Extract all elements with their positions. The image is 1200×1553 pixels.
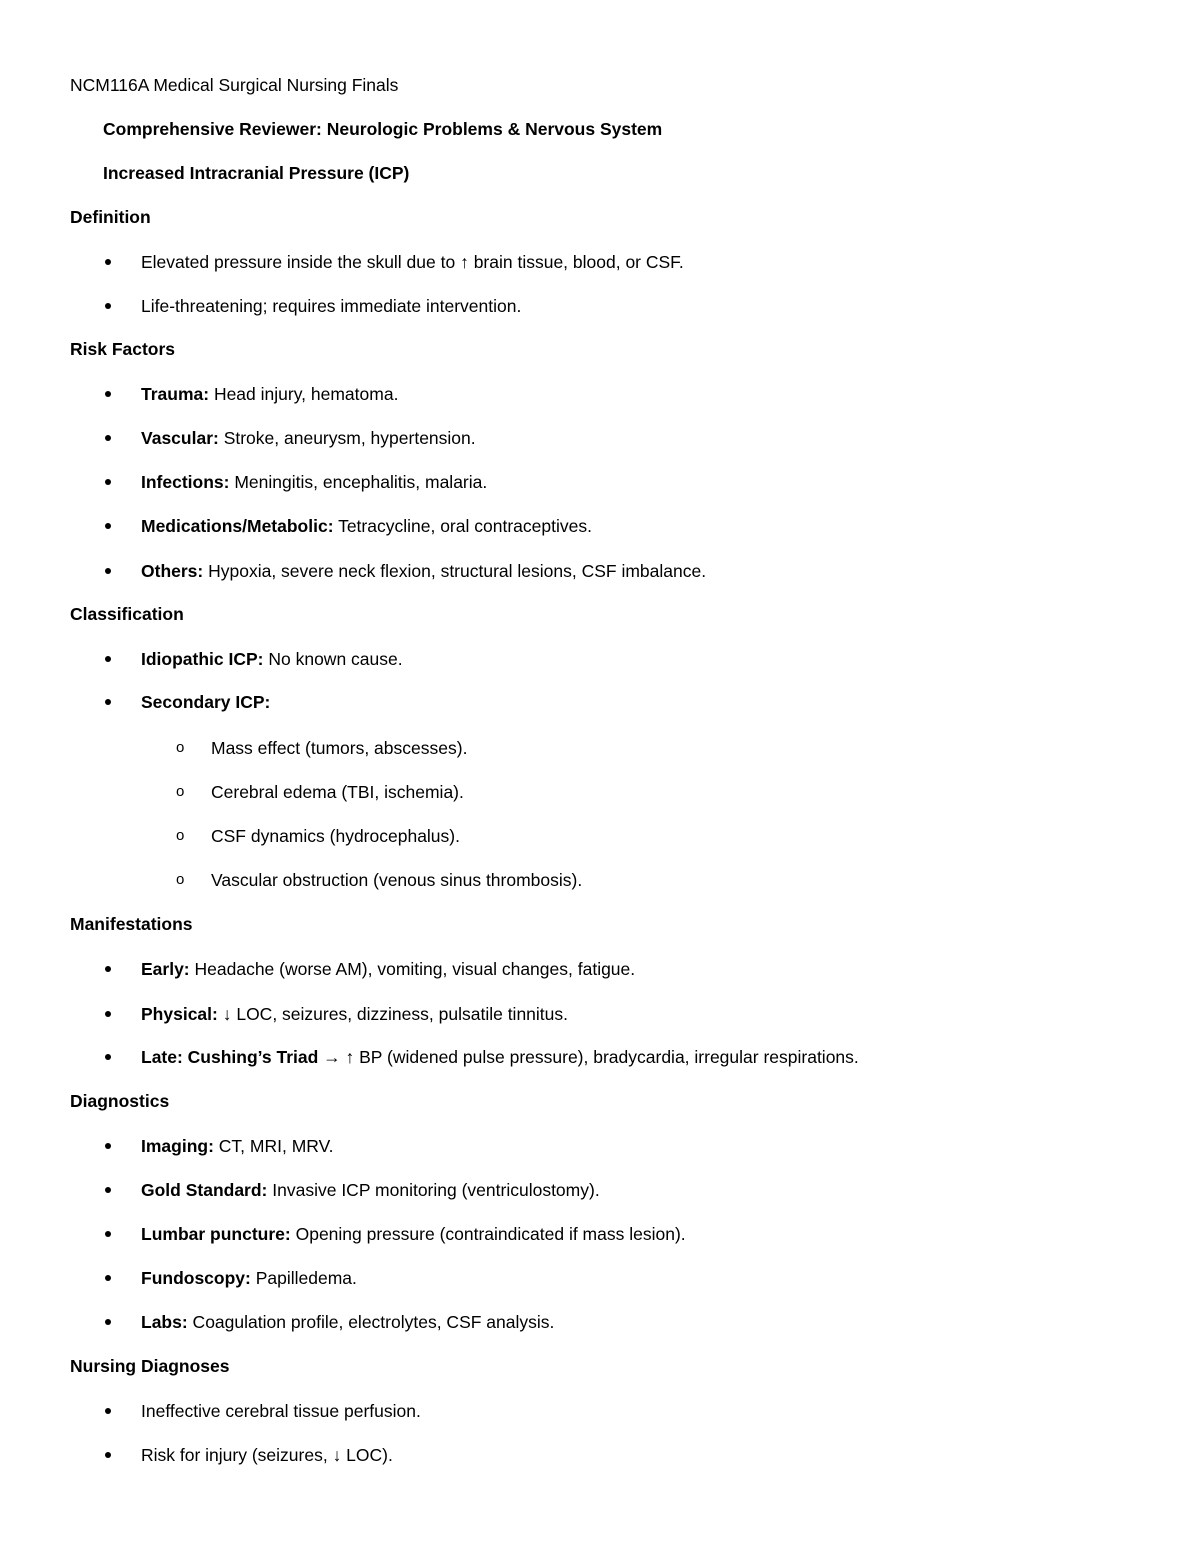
document-title: Comprehensive Reviewer: Neurologic Problems & Nervous System [103,119,663,139]
diagnostic-item [141,1267,357,1289]
bullet-icon [103,648,117,670]
sub-bullet-marker: o [176,739,185,756]
bullet-icon [103,1267,117,1289]
classification-item [141,648,403,670]
classification-text: No known cause. [263,649,403,669]
diagnostic-item [141,1179,600,1201]
diagnostic-item [141,1311,554,1333]
bullet-icon [103,1223,117,1245]
classification-subitem: Mass effect (tumors, abscesses). [211,738,468,758]
classification-item [141,691,270,713]
risk-factor-item [141,515,592,537]
manifestation-label: Physical: [141,1004,218,1024]
diagnostic-item [141,1135,334,1157]
bullet-icon [103,691,117,713]
document-subtitle: Increased Intracranial Pressure (ICP) [103,163,410,183]
bullet-icon [103,295,117,317]
manifestation-text: ↓ LOC, seizures, dizziness, pulsatile tinnitus. [217,1004,569,1024]
diagnostic-label: Lumbar puncture: [141,1224,291,1244]
risk-factor-item [141,471,487,493]
definition-item: Life-threatening; requires immediate intervention. [141,296,522,316]
classification-subitem: Vascular obstruction (venous sinus thrombosis). [211,870,583,890]
manifestations-heading: Manifestations [70,914,193,934]
risk-factor-text: Hypoxia, severe neck flexion, structural lesions, CSF imbalance. [203,561,707,581]
bullet-icon [103,1311,117,1333]
risk-factor-text: Meningitis, encephalitis, malaria. [229,472,488,492]
diagnostic-item [141,1223,686,1245]
bullet-icon [103,958,117,980]
bullet-icon [103,427,117,449]
bullet-icon [103,1003,117,1025]
risk-factor-label: Medications/Metabolic: [141,516,334,536]
risk-factor-text: Head injury, hematoma. [209,384,399,404]
manifestation-label: Early: [141,959,190,979]
risk-factor-item [141,383,398,405]
risk-factors-heading: Risk Factors [70,339,176,359]
risk-factor-item [141,427,476,449]
manifestation-text: → ↑ BP (widened pulse pressure), bradycardia, irregular respirations. [318,1047,859,1067]
sub-bullet-marker: o [176,871,185,888]
diagnostic-text: Opening pressure (contraindicated if mass lesion). [290,1224,686,1244]
diagnostic-text: Invasive ICP monitoring (ventriculostomy). [267,1180,600,1200]
diagnostic-label: Imaging: [141,1136,214,1156]
bullet-icon [103,471,117,493]
bullet-icon [103,1400,117,1422]
risk-factor-text: Stroke, aneurysm, hypertension. [218,428,476,448]
bullet-icon [103,383,117,405]
diagnostic-label: Gold Standard: [141,1180,268,1200]
diagnostics-heading: Diagnostics [70,1091,170,1111]
definition-item: Elevated pressure inside the skull due to ↑ brain tissue, blood, or CSF. [141,252,684,272]
classification-subitem: CSF dynamics (hydrocephalus). [211,826,460,846]
document-header: NCM116A Medical Surgical Nursing Finals [70,75,399,95]
manifestation-item [141,958,635,980]
bullet-icon [103,515,117,537]
bullet-icon [103,1046,117,1068]
definition-heading: Definition [70,207,151,227]
sub-bullet-marker: o [176,783,185,800]
bullet-icon [103,1179,117,1201]
risk-factor-label: Infections: [141,472,230,492]
diagnostic-text: Coagulation profile, electrolytes, CSF analysis. [187,1312,555,1332]
manifestation-text: Headache (worse AM), vomiting, visual changes, fatigue. [189,959,636,979]
nursing-diagnoses-heading: Nursing Diagnoses [70,1356,230,1376]
risk-factor-item [141,560,706,582]
nursing-diagnosis-item: Ineffective cerebral tissue perfusion. [141,1401,421,1421]
diagnostic-text: CT, MRI, MRV. [213,1136,334,1156]
diagnostic-label: Fundoscopy: [141,1268,251,1288]
nursing-diagnosis-item: Risk for injury (seizures, ↓ LOC). [141,1445,393,1465]
risk-factor-text: Tetracycline, oral contraceptives. [333,516,592,536]
classification-label: Secondary ICP: [141,692,271,712]
risk-factor-label: Others: [141,561,204,581]
manifestation-item [141,1003,568,1025]
bullet-icon [103,560,117,582]
diagnostic-text: Papilledema. [250,1268,357,1288]
bullet-icon [103,1135,117,1157]
diagnostic-label: Labs: [141,1312,188,1332]
manifestation-item [141,1046,859,1068]
classification-label: Idiopathic ICP: [141,649,264,669]
risk-factor-label: Vascular: [141,428,219,448]
classification-subitem: Cerebral edema (TBI, ischemia). [211,782,464,802]
bullet-icon [103,1444,117,1466]
bullet-icon [103,251,117,273]
risk-factor-label: Trauma: [141,384,210,404]
classification-heading: Classification [70,604,184,624]
manifestation-label: Late: Cushing’s Triad [141,1047,319,1067]
sub-bullet-marker: o [176,827,185,844]
